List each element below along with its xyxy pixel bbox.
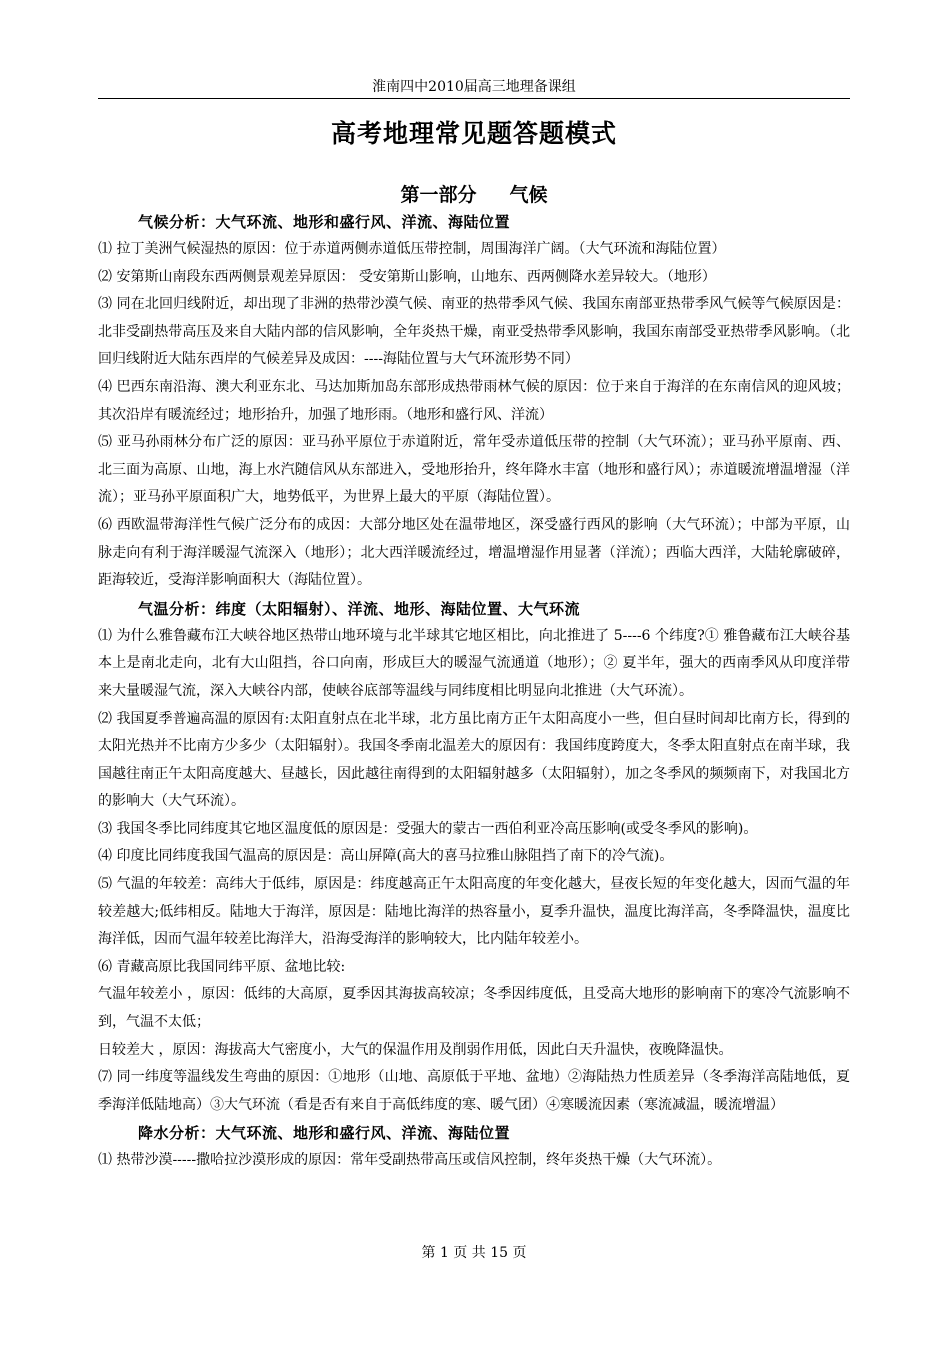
paragraph: ⑴ 为什么雅鲁藏布江大峡谷地区热带山地环境与北半球其它地区相比，向北推进了 5----6 个纬度?① 雅鲁藏布江大峡谷基本上是南北走向，北有大山阻挡，谷口向南，形成巨大的暖湿气流通道（地形）；② 夏半年，强大的西南季风从印度洋带来大量暖湿气流，深入大峡谷内部，使峡谷底部等温线与同纬度相比明显向北推进（大气环流）。	[98, 627, 850, 699]
paragraph: ⑺ 同一纬度等温线发生弯曲的原因：①地形（山地、高原低于平地、盆地）②海陆热力性质差异（冬季海洋高陆地低，夏季海洋低陆地高）③大气环流（看是否有来自于高低纬度的寒、暖气团）④寒暖流因素（寒流减温，暖流增温）	[98, 1069, 850, 1113]
paragraph: ⑶ 我国冬季比同纬度其它地区温度低的原因是：受强大的蒙古一西伯利亚冷高压影响(或受冬季风的影响)。	[98, 820, 758, 837]
paragraph: ⑵ 我国夏季普遍高温的原因有:太阳直射点在北半球，北方虽比南方正午太阳高度小一些，但白昼时间却比南方长，得到的太阳光热并不比南方少多少（太阳辐射）。我国冬季南北温差大的原因有：我国纬度跨度大，冬季太阳直射点在南半球，我国越往南正午太阳高度越大、昼越长，因此越往南得到的太阳辐射越多（太阳辐射），加之冬季风的频频南下，对我国北方的影响大（大气环流）。	[98, 710, 850, 810]
section-heading: 气候分析：大气环流、地形和盛行风、洋流、海陆位置	[138, 213, 511, 231]
paragraph: ⑷ 巴西东南沿海、澳大利亚东北、马达加斯加岛东部形成热带雨林气候的原因：位于来自于海洋的在东南信风的迎风坡；其次沿岸有暖流经过；地形抬升，加强了地形雨。（地形和盛行风、洋流）	[98, 378, 850, 423]
paragraph: 气温年较差小 ，原因：低纬的大高原，夏季因其海拔高较凉；冬季因纬度低，且受高大地形的影响南下的寒冷气流影响不到，气温不太低；	[98, 986, 850, 1031]
paragraph: ⑸ 气温的年较差：高纬大于低纬，原因是：纬度越高正午太阳高度的年变化越大，昼夜长短的年变化越大，因而气温的年较差越大;低纬相反。陆地大于海洋，原因是：陆地比海洋的热容量小，夏季升温快，温度比海洋高，冬季降温快，温度比海洋低，因而气温年较差比海洋大，沿海受海洋的影响较大，比内陆年较差小。	[98, 876, 850, 948]
paragraph: ⑷ 印度比同纬度我国气温高的原因是：高山屏障(高大的喜马拉雅山脉阻挡了南下的冷气流)。	[98, 848, 674, 865]
section-climate	[98, 208, 850, 595]
paragraph: 日较差大 ，原因：海拔高大气密度小，大气的保温作用及削弱作用低，因此白天升温快，夜晚降温快。	[98, 1041, 733, 1058]
section-heading: 气温分析：纬度（太阳辐射）、洋流、地形、海陆位置、大气环流	[138, 599, 581, 618]
page-footer: 第 1 页 共 15 页	[421, 1245, 527, 1261]
page-header: 淮南四中2010届高三地理备课组	[372, 79, 576, 95]
part-title: 第一部分 气候	[400, 184, 548, 206]
header-divider	[98, 98, 850, 99]
paragraph: ⑴ 热带沙漠-----撒哈拉沙漠形成的原因：常年受副热带高压或信风控制，终年炎热干燥（大气环流）。	[98, 1152, 722, 1169]
section-precipitation	[98, 1119, 850, 1175]
document-title: 高考地理常见题答题模式	[330, 119, 617, 148]
section-heading: 降水分析：大气环流、地形和盛行风、洋流、海陆位置	[138, 1124, 511, 1143]
paragraph: ⑴ 拉丁美洲气候湿热的原因：位于赤道两侧赤道低压带控制，周围海洋广阔。（大气环流和海陆位置）	[98, 241, 726, 257]
paragraph: ⑹ 西欧温带海洋性气候广泛分布的成因：大部分地区处在温带地区，深受盛行西风的影响（大气环流）；中部为平原，山脉走向有利于海洋暖湿气流深入（地形）；北大西洋暖流经过，增温增湿作用显著（洋流）；西临大西洋，大陆轮廓破碎，距海较近，受海洋影响面积大（海陆位置）。	[98, 516, 850, 589]
document-body	[98, 208, 850, 1175]
section-temperature	[98, 595, 850, 1120]
paragraph: ⑶ 同在北回归线附近，却出现了非洲的热带沙漠气候、南亚的热带季风气候、我国东南部亚热带季风气候等气候原因是：北非受副热带高压及来自大陆内部的信风影响，全年炎热干燥，南亚受热带季风影响，我国东南部受亚热带季风影响。（北回归线附近大陆东西岸的气候差异及成因：----海陆位置与大气环流形势不同）	[98, 296, 850, 368]
paragraph: ⑹ 青藏高原比我国同纬平原、盆地比较:	[98, 958, 346, 975]
paragraph: ⑵ 安第斯山南段东西两侧景观差异原因： 受安第斯山影响，山地东、西两侧降水差异较大。（地形）	[98, 268, 716, 285]
paragraph: ⑸ 亚马孙雨林分布广泛的原因：亚马孙平原位于赤道附近，常年受赤道低压带的控制（大气环流）；亚马孙平原南、西、北三面为高原、山地，海上水汽随信风从东部进入，受地形抬升，终年降水丰富（地形和盛行风）；赤道暖流增温增湿（洋流）；亚马孙平原面积广大，地势低平，为世界上最大的平原（海陆位置）。	[98, 434, 850, 506]
